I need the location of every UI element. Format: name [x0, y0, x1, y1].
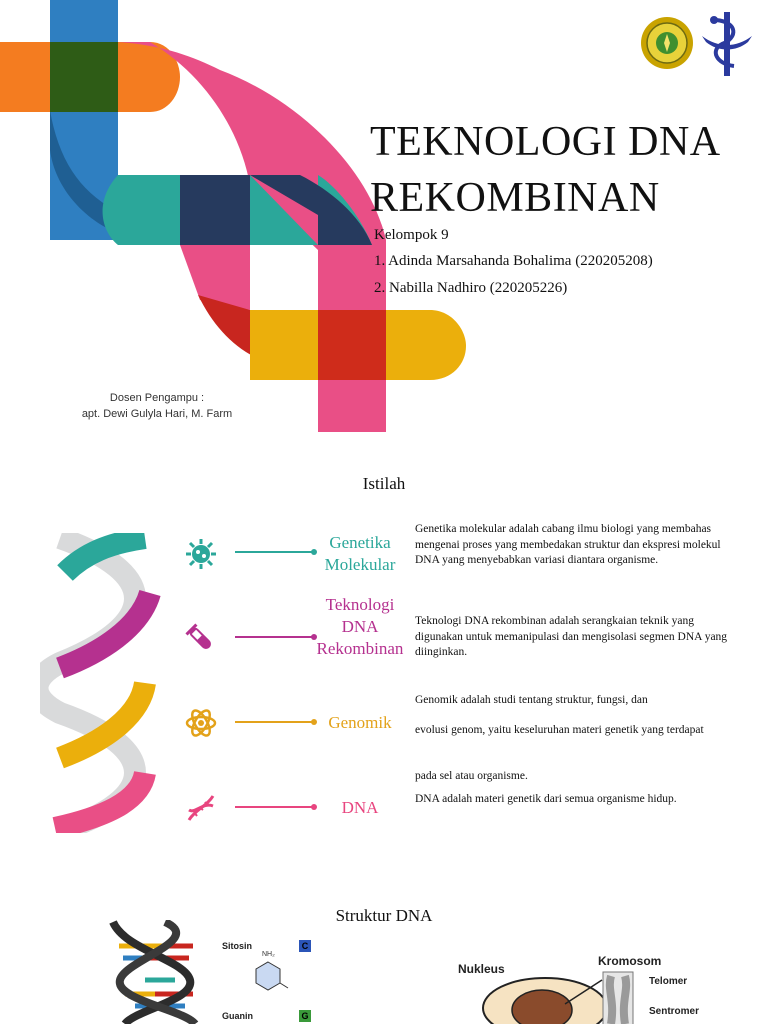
desc-genomik-1: Genomik adalah studi tentang struktur, fungsi, dan: [415, 694, 648, 706]
label-sentromer: Sentromer: [649, 1006, 700, 1017]
title-line-1: TEKNOLOGI DNA: [370, 119, 721, 165]
label-nh2: NH₂: [262, 951, 275, 958]
group-label: Kelompok 9: [374, 227, 449, 243]
terms-slide: [0, 448, 768, 880]
member-2: 2. Nabilla Nadhiro (220205226): [374, 280, 568, 296]
chromosome-illustration: [585, 970, 645, 1024]
connector-line: [235, 551, 313, 553]
member-1: 1. Adinda Marsahanda Bohalima (220205208): [374, 253, 653, 269]
double-helix-illustration: [105, 920, 205, 1024]
connector-line: [235, 721, 313, 723]
pharmacy-caduceus-logo: [698, 8, 756, 78]
title-line-2: REKOMBINAN: [370, 175, 660, 221]
guanin-code-badge: G: [299, 1010, 311, 1022]
slide-title: Istilah: [362, 474, 406, 493]
cytosine-molecule-icon: [250, 958, 290, 994]
desc-genomik-3: pada sel atau organisme.: [415, 770, 528, 782]
title-slide: [0, 0, 768, 432]
label-guanin: Guanin: [222, 1011, 253, 1021]
university-seal-logo: [640, 16, 694, 70]
term-genetika-molekular: Genetika Molekular: [324, 533, 396, 574]
term-teknologi-dna-rekombinan: Teknologi DNA Rekombinan: [316, 595, 404, 658]
label-kromosom: Kromosom: [598, 954, 662, 968]
lecturer-name: apt. Dewi Gulyla Hari, M. Farm: [81, 408, 233, 420]
dna-helix-illustration: [40, 533, 165, 833]
presentation-title: [370, 114, 760, 226]
desc-genetika-molekular: Genetika molekular adalah cabang ilmu biologi yang membahas mengenai proses yang membedakan struktur dan ekspresi molekul DNA yang menyebabkan variasi diantara organisme.: [415, 523, 721, 566]
lecturer-info: [62, 390, 252, 422]
desc-teknologi-dna-rekombinan: Teknologi DNA rekombinan adalah serangkaian teknik yang digunakan untuk memanipulasi dan mengisolasi segmen DNA yang diinginkan.: [415, 615, 728, 658]
label-nukleus: Nukleus: [458, 962, 505, 976]
label-sitosin: Sitosin: [222, 941, 253, 951]
connector-line: [235, 636, 313, 638]
lecturer-label: Dosen Pengampu :: [109, 392, 205, 404]
slide-title: Struktur DNA: [335, 906, 433, 925]
term-genomik: Genomik: [328, 713, 392, 732]
connector-line: [235, 806, 313, 808]
dna-icon: [185, 792, 217, 824]
dna-structure-slide: [0, 896, 768, 1024]
virus-icon: [185, 538, 217, 570]
desc-genomik-2: evolusi genom, yaitu keseluruhan materi genetik yang terdapat: [415, 724, 704, 736]
label-telomer: Telomer: [649, 976, 688, 987]
desc-dna: DNA adalah materi genetik dari semua organisme hidup.: [415, 793, 677, 805]
sitosin-code-badge: C: [299, 940, 311, 952]
term-dna: DNA: [341, 798, 379, 817]
test-tube-icon: [185, 623, 217, 655]
atom-icon: [185, 707, 217, 739]
